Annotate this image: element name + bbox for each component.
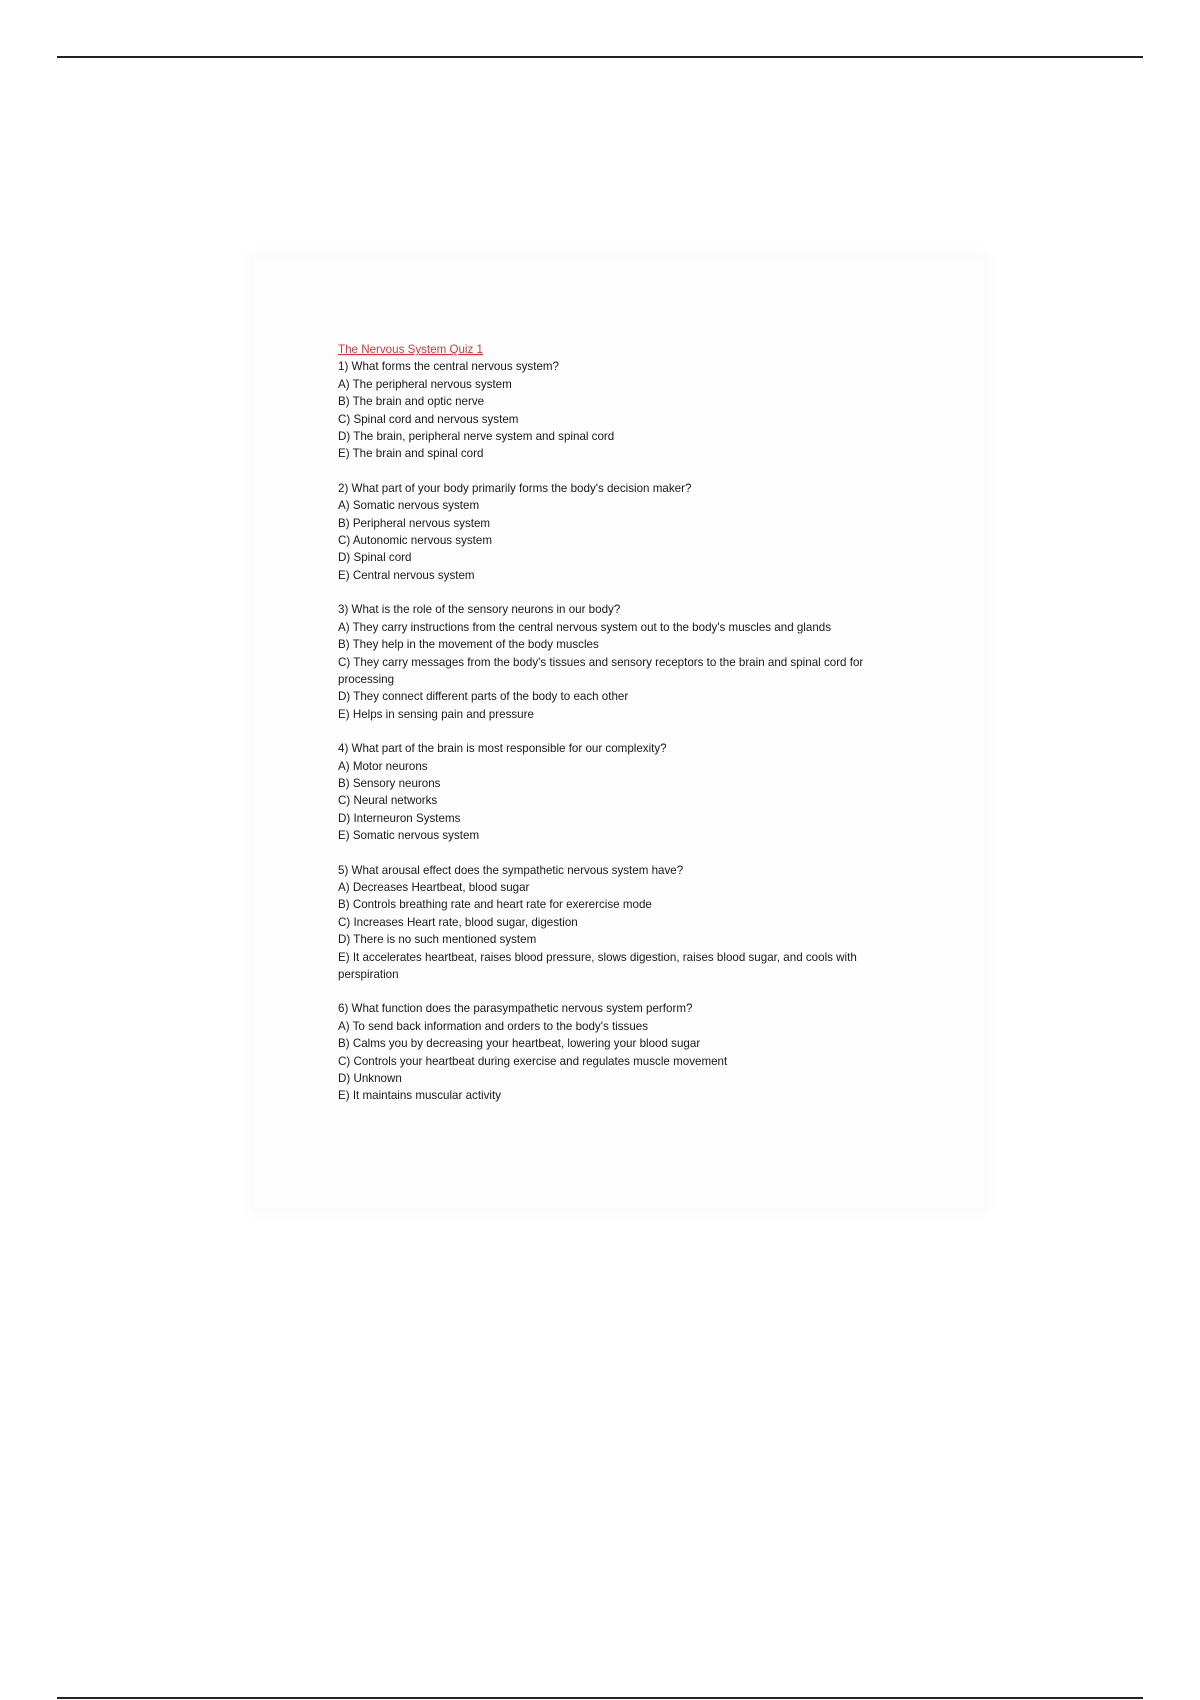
question-text: 3) What is the role of the sensory neurons in our body? (338, 603, 621, 617)
quiz-document (338, 341, 958, 1122)
answer-option: B) The brain and optic nerve (338, 395, 485, 409)
answer-option: C) They carry messages from the body's tissues and sensory receptors to the brain and spinal cord for processing (338, 655, 864, 686)
answer-option: C) Increases Heart rate, blood sugar, digestion (338, 915, 578, 929)
answer-option: D) They connect different parts of the body to each other (338, 690, 629, 704)
answer-option: E) The brain and spinal cord (338, 447, 484, 461)
question-text: 4) What part of the brain is most responsible for our complexity? (338, 742, 667, 756)
question-6 (338, 1000, 958, 1104)
answer-option: C) Controls your heartbeat during exercise and regulates muscle movement (338, 1054, 728, 1068)
answer-option: A) Decreases Heartbeat, blood sugar (338, 880, 530, 894)
answer-option: D) The brain, peripheral nerve system and spinal cord (338, 430, 615, 444)
answer-option: B) Sensory neurons (338, 776, 441, 790)
question-text: 1) What forms the central nervous system? (338, 360, 560, 374)
answer-option: A) They carry instructions from the central nervous system out to the body's muscles and glands (338, 620, 832, 634)
answer-option: C) Neural networks (338, 794, 438, 808)
answer-option: B) Calms you by decreasing your heartbeat, lowering your blood sugar (338, 1037, 701, 1051)
answer-option: C) Spinal cord and nervous system (338, 412, 519, 426)
question-4 (338, 740, 958, 844)
bottom-divider (57, 1697, 1143, 1699)
question-2 (338, 480, 958, 584)
answer-option: D) Spinal cord (338, 551, 412, 565)
question-text: 2) What part of your body primarily forms the body's decision maker? (338, 481, 692, 495)
answer-option: E) Central nervous system (338, 568, 475, 582)
answer-option: A) Motor neurons (338, 759, 428, 773)
question-3 (338, 601, 958, 723)
answer-option: E) Helps in sensing pain and pressure (338, 707, 534, 721)
answer-option: A) To send back information and orders to the body's tissues (338, 1019, 649, 1033)
answer-option: C) Autonomic nervous system (338, 534, 492, 548)
top-divider (57, 56, 1143, 58)
answer-option: B) Controls breathing rate and heart rate for exerercise mode (338, 898, 652, 912)
answer-option: E) It accelerates heartbeat, raises blood pressure, slows digestion, raises blood sugar, and cools with perspiration (338, 950, 857, 981)
answer-option: A) Somatic nervous system (338, 499, 480, 513)
question-text: 6) What function does the parasympathetic nervous system perform? (338, 1002, 693, 1016)
answer-option: B) Peripheral nervous system (338, 516, 491, 530)
answer-option: D) Unknown (338, 1072, 402, 1086)
question-1 (338, 358, 958, 462)
answer-option: B) They help in the movement of the body muscles (338, 638, 599, 652)
question-5 (338, 862, 958, 984)
answer-option: A) The peripheral nervous system (338, 377, 512, 391)
quiz-title: The Nervous System Quiz 1 (338, 343, 483, 356)
answer-option: E) Somatic nervous system (338, 829, 480, 843)
question-text: 5) What arousal effect does the sympathetic nervous system have? (338, 863, 684, 877)
answer-option: D) There is no such mentioned system (338, 933, 537, 947)
answer-option: D) Interneuron Systems (338, 811, 461, 825)
answer-option: E) It maintains muscular activity (338, 1089, 502, 1103)
